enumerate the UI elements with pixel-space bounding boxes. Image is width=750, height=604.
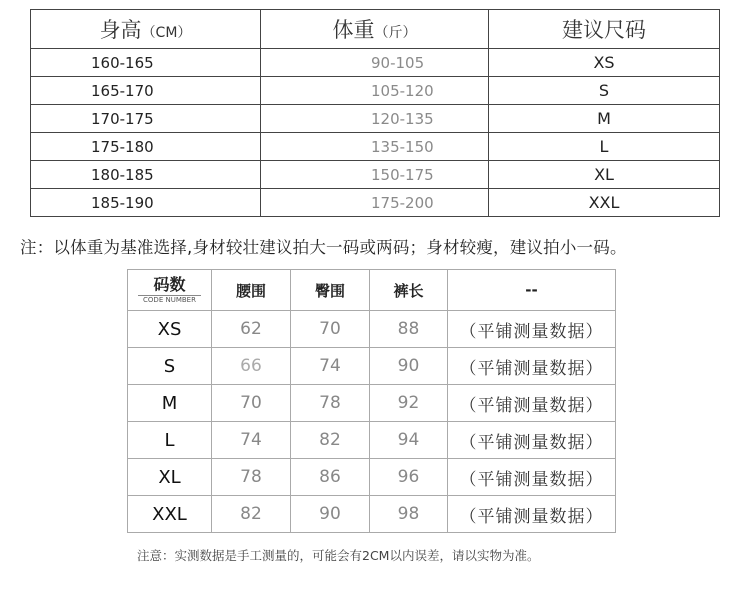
size-code: M <box>128 385 212 422</box>
table-row <box>128 459 616 496</box>
height-range: 160-165 <box>31 49 261 77</box>
length-value: 98 <box>370 496 448 533</box>
measurement-header-row <box>128 270 616 311</box>
suggested-size: XS <box>489 49 720 77</box>
weight-range: 120-135 <box>261 105 489 133</box>
hip-value: 82 <box>291 422 370 459</box>
table-row <box>128 422 616 459</box>
header-extra: -- <box>448 270 616 311</box>
height-range: 175-180 <box>31 133 261 161</box>
hip-value: 74 <box>291 348 370 385</box>
table-row <box>128 348 616 385</box>
length-value: 92 <box>370 385 448 422</box>
hip-value: 78 <box>291 385 370 422</box>
length-value: 90 <box>370 348 448 385</box>
table-row <box>31 161 720 189</box>
size-code: L <box>128 422 212 459</box>
table-row <box>31 77 720 105</box>
length-value: 94 <box>370 422 448 459</box>
size-recommendation-header-row <box>31 10 720 49</box>
suggested-size: XXL <box>489 189 720 217</box>
hip-value: 90 <box>291 496 370 533</box>
measurement-disclaimer: 注意：实测数据是手工测量的，可能会有2CM以内误差，请以实物为准。 <box>137 548 540 563</box>
weight-range: 90-105 <box>261 49 489 77</box>
waist-value: 66 <box>212 348 291 385</box>
header-code-title: 码数 <box>153 274 186 294</box>
suggested-size: L <box>489 133 720 161</box>
header-waist: 腰围 <box>212 270 291 311</box>
size-code: XS <box>128 311 212 348</box>
waist-value: 70 <box>212 385 291 422</box>
table-row <box>31 133 720 161</box>
weight-range: 175-200 <box>261 189 489 217</box>
header-weight: 体重（斤） <box>261 10 489 49</box>
suggested-size: S <box>489 77 720 105</box>
weight-range: 135-150 <box>261 133 489 161</box>
height-range: 170-175 <box>31 105 261 133</box>
size-code: S <box>128 348 212 385</box>
header-suggested-size: 建议尺码 <box>489 10 720 49</box>
height-range: 185-190 <box>31 189 261 217</box>
header-height-unit: （CM） <box>141 25 192 41</box>
waist-value: 74 <box>212 422 291 459</box>
table-row <box>31 49 720 77</box>
table-row <box>31 189 720 217</box>
weight-range: 150-175 <box>261 161 489 189</box>
measure-note: （平铺测量数据） <box>448 459 616 496</box>
suggested-size: M <box>489 105 720 133</box>
height-range: 180-185 <box>31 161 261 189</box>
size-code: XXL <box>128 496 212 533</box>
size-advice-note: 注：以体重为基准选择,身材较壮建议拍大一码或两码；身材较瘦，建议拍小一码。 <box>20 238 627 257</box>
waist-value: 82 <box>212 496 291 533</box>
measure-note: （平铺测量数据） <box>448 422 616 459</box>
length-value: 96 <box>370 459 448 496</box>
measure-note: （平铺测量数据） <box>448 348 616 385</box>
header-weight-unit: （斤） <box>374 25 417 41</box>
measurement-table <box>127 269 616 533</box>
height-range: 165-170 <box>31 77 261 105</box>
header-code-subtitle: CODE NUMBER <box>138 295 201 305</box>
size-recommendation-table <box>30 9 720 217</box>
measure-note: （平铺测量数据） <box>448 311 616 348</box>
table-row <box>128 496 616 533</box>
waist-value: 62 <box>212 311 291 348</box>
table-row <box>31 105 720 133</box>
measure-note: （平铺测量数据） <box>448 385 616 422</box>
size-code: XL <box>128 459 212 496</box>
header-code-number <box>128 270 212 311</box>
waist-value: 78 <box>212 459 291 496</box>
table-row <box>128 385 616 422</box>
weight-range: 105-120 <box>261 77 489 105</box>
header-hip: 臀围 <box>291 270 370 311</box>
length-value: 88 <box>370 311 448 348</box>
hip-value: 70 <box>291 311 370 348</box>
suggested-size: XL <box>489 161 720 189</box>
header-height: 身高（CM） <box>31 10 261 49</box>
header-length: 裤长 <box>370 270 448 311</box>
measure-note: （平铺测量数据） <box>448 496 616 533</box>
hip-value: 86 <box>291 459 370 496</box>
table-row <box>128 311 616 348</box>
